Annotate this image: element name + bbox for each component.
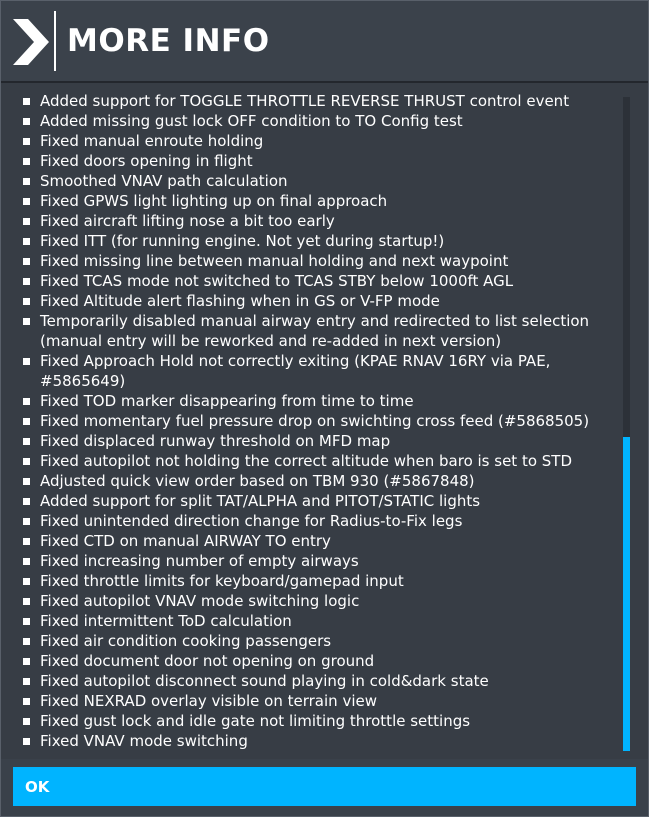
list-item [1, 611, 606, 631]
list-item-text: Fixed ITT (for running engine. Not yet during startup!) [40, 232, 445, 250]
bullet-icon [23, 398, 30, 405]
bullet-icon [23, 438, 30, 445]
bullet-icon [23, 698, 30, 705]
list-item-text: Fixed autopilot disconnect sound playing in cold&dark state [40, 672, 489, 690]
bullet-icon [23, 558, 30, 565]
list-item-text: Fixed aircraft lifting nose a bit too early [40, 212, 335, 230]
list-item-text: Adjusted quick view order based on TBM 930 (#5867848) [40, 472, 475, 490]
list-item-text: Smoothed VNAV path calculation [40, 172, 288, 190]
bullet-icon [23, 118, 30, 125]
dialog-footer [1, 759, 648, 816]
chevron-right-icon [13, 19, 49, 65]
list-item-text: Fixed momentary fuel pressure drop on swichting cross feed (#5868505) [40, 412, 590, 430]
list-item [1, 191, 606, 211]
bullet-icon [23, 678, 30, 685]
list-item-text: Fixed intermittent ToD calculation [40, 612, 292, 630]
bullet-icon [23, 618, 30, 625]
list-item-text: #5865649) [40, 372, 126, 390]
list-item [1, 111, 606, 131]
list-item-text: Added missing gust lock OFF condition to TO Config test [40, 112, 463, 130]
header-divider [54, 11, 56, 71]
ok-button[interactable]: OK [13, 767, 636, 806]
bullet-icon [23, 298, 30, 305]
list-item [1, 391, 606, 411]
list-item-text: (manual entry will be reworked and re-added in next version) [40, 332, 502, 350]
bullet-icon [23, 238, 30, 245]
bullet-icon [23, 178, 30, 185]
list-item-text: Fixed throttle limits for keyboard/gamepad input [40, 572, 404, 590]
list-item-text: Fixed gust lock and idle gate not limiting throttle settings [40, 712, 471, 730]
bullet-icon [23, 138, 30, 145]
list-item [1, 671, 606, 691]
list-item-text: Fixed VNAV mode switching [40, 732, 248, 750]
list-item-text: Added support for TOGGLE THROTTLE REVERSE THRUST control event [40, 92, 570, 110]
list-item-text: Fixed Altitude alert flashing when in GS or V-FP mode [40, 292, 440, 310]
list-item [1, 691, 606, 711]
list-item [1, 271, 606, 291]
list-item-text: Fixed increasing number of empty airways [40, 552, 359, 570]
bullet-icon [23, 538, 30, 545]
list-item [1, 211, 606, 231]
list-item-text: Fixed missing line between manual holding and next waypoint [40, 252, 509, 270]
bullet-icon [23, 458, 30, 465]
list-item [1, 471, 606, 491]
list-item [1, 451, 606, 471]
list-item-text: Fixed TOD marker disappearing from time to time [40, 392, 414, 410]
list-item [1, 91, 606, 111]
list-item [1, 311, 606, 351]
list-item [1, 171, 606, 191]
list-item [1, 251, 606, 271]
list-item [1, 431, 606, 451]
bullet-icon [23, 498, 30, 505]
list-item-text: Fixed autopilot VNAV mode switching logic [40, 592, 360, 610]
list-item-text: Fixed document door not opening on ground [40, 652, 375, 670]
bullet-icon [23, 278, 30, 285]
list-item-text: Fixed TCAS mode not switched to TCAS STBY below 1000ft AGL [40, 272, 514, 290]
bullet-icon [23, 218, 30, 225]
list-item-text: Temporarily disabled manual airway entry and redirected to list selection [40, 312, 590, 330]
list-item [1, 491, 606, 511]
bullet-icon [23, 258, 30, 265]
list-item [1, 651, 606, 671]
list-item [1, 711, 606, 731]
list-item [1, 291, 606, 311]
list-item-text: Fixed NEXRAD overlay visible on terrain view [40, 692, 377, 710]
list-item [1, 131, 606, 151]
changelog-list [1, 91, 606, 751]
scrollbar-track[interactable] [623, 97, 630, 751]
list-item-text: Fixed CTD on manual AIRWAY TO entry [40, 532, 331, 550]
list-item [1, 411, 606, 431]
list-item-text: Fixed manual enroute holding [40, 132, 264, 150]
bullet-icon [23, 418, 30, 425]
bullet-icon [23, 358, 30, 365]
list-item [1, 231, 606, 251]
list-item [1, 151, 606, 171]
bullet-icon [23, 658, 30, 665]
dialog-title: MORE INFO [67, 23, 270, 59]
bullet-icon [23, 598, 30, 605]
bullet-icon [23, 578, 30, 585]
bullet-icon [23, 98, 30, 105]
list-item-text: Fixed GPWS light lighting up on final approach [40, 192, 388, 210]
bullet-icon [23, 638, 30, 645]
dialog-header [1, 1, 648, 83]
list-item-text: Fixed doors opening in flight [40, 152, 253, 170]
list-item [1, 591, 606, 611]
list-item-text: Fixed autopilot not holding the correct altitude when baro is set to STD [40, 452, 573, 470]
bullet-icon [23, 318, 30, 325]
scrollbar-thumb[interactable] [623, 437, 630, 751]
bullet-icon [23, 738, 30, 745]
list-item [1, 351, 606, 391]
list-item [1, 551, 606, 571]
list-item-text: Fixed air condition cooking passengers [40, 632, 332, 650]
list-item-text: Fixed displaced runway threshold on MFD map [40, 432, 391, 450]
bullet-icon [23, 718, 30, 725]
list-item [1, 731, 606, 751]
list-item [1, 531, 606, 551]
list-item-text: Fixed unintended direction change for Radius-to-Fix legs [40, 512, 463, 530]
bullet-icon [23, 158, 30, 165]
bullet-icon [23, 518, 30, 525]
list-item [1, 511, 606, 531]
list-item [1, 631, 606, 651]
list-item-text: Added support for split TAT/ALPHA and PITOT/STATIC lights [40, 492, 481, 510]
bullet-icon [23, 198, 30, 205]
list-item-text: Fixed Approach Hold not correctly exiting (KPAE RNAV 16RY via PAE, [40, 352, 551, 370]
bullet-icon [23, 478, 30, 485]
list-item [1, 571, 606, 591]
changelog-panel[interactable] [1, 83, 648, 759]
